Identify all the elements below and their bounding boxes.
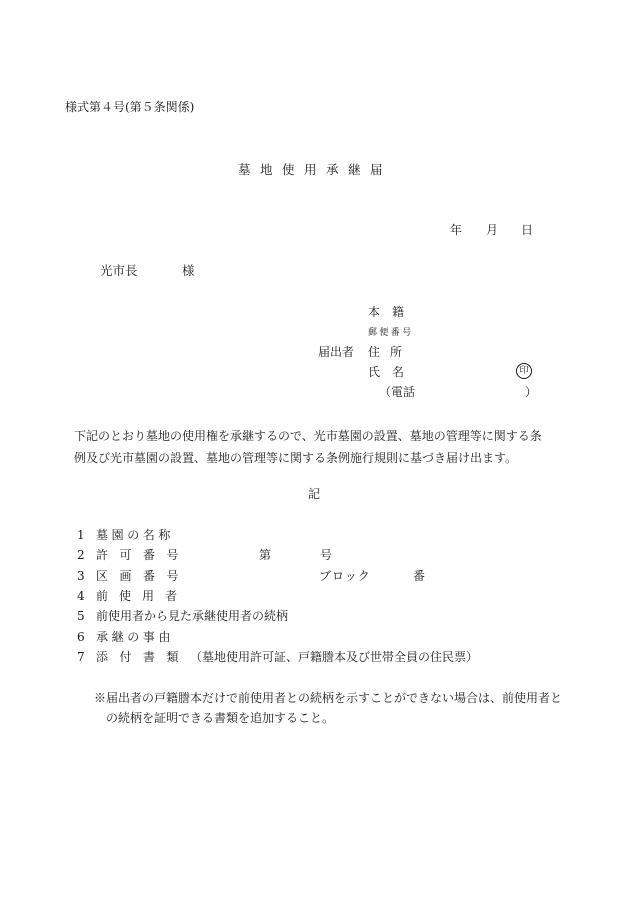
date-day-label: 日	[521, 223, 534, 237]
item-label-relationship: 前使用者から見た承継使用者の続柄	[96, 609, 289, 623]
footnote-line-1: ※届出者の戸籍謄本だけで前使用者との続柄を示すことができない場合は、前使用者と	[94, 691, 563, 705]
document-title: 墓地使用承継届	[238, 162, 393, 177]
footnote-line-2: の続柄を証明できる書類を追加すること。	[106, 711, 335, 725]
permit-go-label: 号	[320, 548, 333, 562]
telephone-label: （電話	[379, 385, 416, 399]
permit-dai-label: 第	[259, 548, 272, 562]
item-label-permit-number: 許可番号	[96, 548, 191, 562]
item-label-previous-user: 前使用者	[96, 589, 189, 603]
item-number: 6	[77, 630, 85, 644]
addressee-honorific: 様	[182, 263, 195, 278]
item-label-attachments	[96, 649, 478, 665]
address-label: 住所	[368, 345, 413, 359]
postal-code-label: 郵便番号	[368, 328, 414, 338]
body-paragraph	[74, 425, 569, 469]
body-line-1: 下記のとおり墓地の使用権を承継するので、光市墓園の設置、墓地の管理等に関する条	[74, 429, 542, 443]
attachments-label: 添付書類	[96, 650, 191, 664]
date-month-label: 月	[486, 223, 499, 237]
plot-block-label: ブロック	[319, 569, 371, 583]
item-label-cemetery-name: 墓園の名称	[96, 528, 175, 542]
seal-icon: 印	[516, 363, 532, 379]
item-label-succession-reason: 承継の事由	[96, 630, 175, 644]
honseki-label: 本籍	[368, 305, 417, 319]
attachments-note: （墓地使用許可証、戸籍謄本及び世帯全員の住民票）	[190, 650, 479, 664]
item-number: 1	[77, 528, 85, 542]
item-number: 2	[77, 548, 85, 562]
telephone-close-paren: ）	[525, 385, 538, 399]
plot-ban-label: 番	[413, 569, 426, 583]
name-label: 氏名	[368, 365, 417, 379]
body-line-2: 例及び光市墓園の設置、墓地の管理等に関する条例施行規則に基づき届け出ます。	[74, 451, 518, 465]
item-number: 4	[77, 589, 85, 603]
item-number: 5	[77, 609, 85, 623]
item-label-plot-number: 区画番号	[96, 569, 191, 583]
footnote	[94, 688, 564, 728]
item-number: 3	[77, 569, 85, 583]
date-year-label: 年	[450, 223, 463, 237]
applicant-label: 届出者	[318, 345, 355, 359]
ki-heading: 記	[308, 487, 321, 501]
item-number: 7	[77, 650, 85, 664]
addressee-name: 光市長	[100, 263, 138, 278]
form-number: 様式第４号(第５条関係)	[65, 100, 195, 114]
